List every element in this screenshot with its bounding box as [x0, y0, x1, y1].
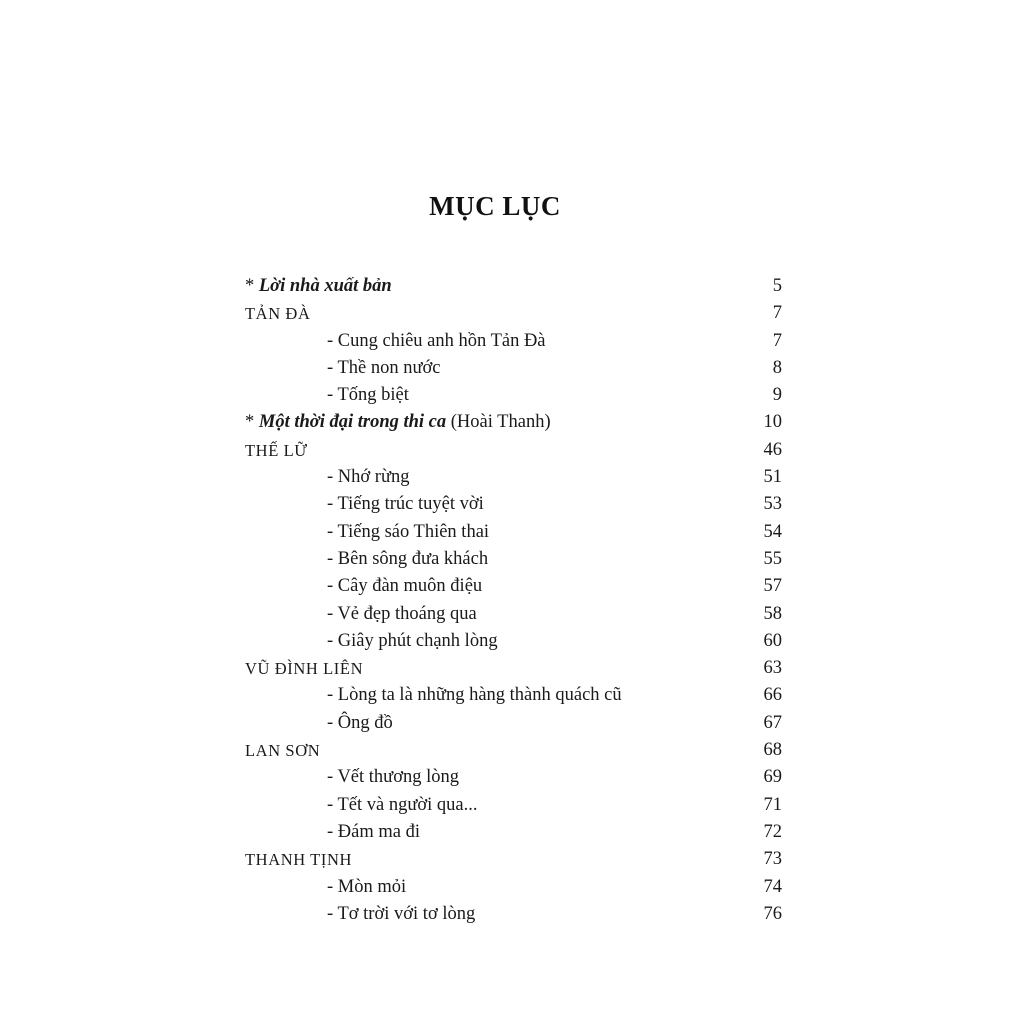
toc-page-number: 9 — [772, 385, 782, 406]
toc-entry — [245, 628, 785, 655]
toc-entry — [245, 792, 785, 819]
toc-entry — [245, 328, 785, 355]
toc-entry — [245, 573, 785, 600]
toc-entry-title — [245, 273, 392, 300]
page-title: MỤC LỤC — [429, 191, 561, 221]
toc-entry-title: - Thề non nước — [327, 357, 441, 378]
toc-entry — [245, 519, 785, 546]
toc-entry-title: VŨ ĐÌNH LIÊN — [245, 659, 364, 679]
toc-page-number: 72 — [763, 821, 782, 842]
toc-entry — [245, 682, 785, 709]
toc-entry-title: - Đám ma đi — [327, 821, 420, 842]
toc-entry-title: - Lòng ta là những hàng thành quách cũ — [327, 685, 622, 706]
toc-section-heading — [245, 437, 785, 464]
toc-page-number: 68 — [763, 740, 782, 761]
asterisk-marker: * — [245, 276, 259, 296]
toc-section-heading — [245, 655, 785, 682]
toc-entry-author: (Hoài Thanh) — [446, 412, 551, 433]
toc-entry-title: - Bên sông đưa khách — [327, 548, 489, 569]
toc-entry-title: - Giây phút chạnh lòng — [327, 630, 498, 651]
toc-page-number: 53 — [763, 494, 782, 515]
toc-page-number: 76 — [763, 903, 782, 924]
toc-entry-title: - Vết thương lòng — [327, 767, 460, 788]
toc-entry-title: - Vẻ đẹp thoáng qua — [327, 603, 477, 624]
toc-page-number: 55 — [763, 548, 782, 569]
toc-entry-title: - Tết và người qua... — [327, 794, 478, 815]
toc-entry-title: - Tống biệt — [327, 385, 409, 406]
toc-page-number: 57 — [763, 576, 782, 597]
toc-entry — [245, 601, 785, 628]
toc-section-heading — [245, 846, 785, 873]
toc-entry-title: THẾ LỮ — [245, 440, 308, 460]
asterisk-marker: * — [245, 412, 259, 433]
toc-page-number: 5 — [772, 276, 782, 296]
toc-entry — [245, 874, 785, 901]
toc-section-heading — [245, 300, 785, 327]
toc-entry — [245, 491, 785, 518]
toc-page-number: 69 — [763, 767, 782, 788]
toc-page-number: 58 — [763, 603, 782, 624]
toc-special-entry — [245, 409, 785, 436]
toc-entry-title: - Ông đồ — [327, 712, 393, 733]
toc-page-number: 7 — [772, 330, 782, 351]
toc-entry — [245, 819, 785, 846]
toc-entry-emphasis: Lời nhà xuất bản — [258, 276, 392, 296]
toc-entry-title: - Tiếng sáo Thiên thai — [327, 521, 490, 542]
toc-entry — [245, 382, 785, 409]
toc-page-number: 60 — [763, 630, 782, 651]
toc-entry — [245, 464, 785, 491]
toc-page-number: 67 — [763, 712, 782, 733]
toc-entry-title: THANH TỊNH — [245, 850, 352, 870]
toc-entry-title: - Nhớ rừng — [327, 467, 410, 488]
toc-page-number: 46 — [763, 439, 782, 460]
toc-entry-emphasis: Một thời đại trong thi ca — [258, 412, 447, 433]
toc-page-number: 74 — [763, 876, 782, 897]
toc-entry-title: TẢN ĐÀ — [245, 304, 311, 324]
toc-page-number: 63 — [763, 658, 782, 679]
toc-section-heading — [245, 737, 785, 764]
table-of-contents — [245, 273, 785, 928]
toc-page-number: 51 — [763, 467, 782, 488]
toc-entry — [245, 901, 785, 928]
toc-entry-title: LAN SƠN — [245, 741, 321, 761]
toc-entry-title: - Tơ trời với tơ lòng — [327, 903, 476, 924]
toc-entry — [245, 546, 785, 573]
toc-entry-title: - Tiếng trúc tuyệt vời — [327, 494, 484, 515]
toc-entry — [245, 764, 785, 791]
toc-page-number: 71 — [763, 794, 782, 815]
toc-page-number: 73 — [763, 849, 782, 870]
toc-page-number: 8 — [772, 357, 782, 378]
toc-special-entry — [245, 273, 785, 300]
toc-page-number: 10 — [763, 412, 782, 433]
toc-page-number: 7 — [772, 303, 782, 324]
toc-page-number: 66 — [763, 685, 782, 706]
toc-entry-title: - Cung chiêu anh hồn Tản Đà — [327, 330, 546, 351]
toc-entry-title: - Cây đàn muôn điệu — [327, 576, 483, 597]
toc-entry — [245, 710, 785, 737]
toc-entry — [245, 355, 785, 382]
toc-page-number: 54 — [763, 521, 782, 542]
toc-entry-title: - Mòn mỏi — [327, 876, 407, 897]
toc-entry-title — [245, 409, 551, 436]
